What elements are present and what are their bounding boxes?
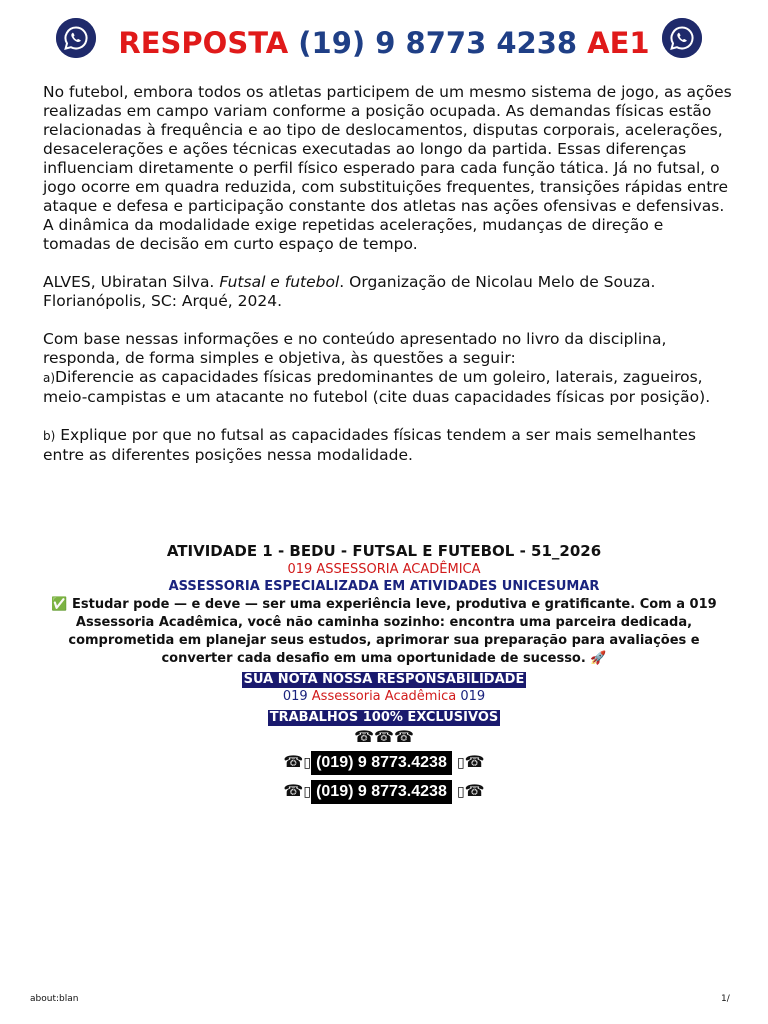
question-b-text: Explique por que no futsal as capacidades físicas tendem a ser mais semelhantes entre as diferentes posições nessa modalidade. [43,426,696,464]
citation-details: . Organização de Nicolau Melo de Souza. Florianópolis, SC: Arqué, 2024. [43,273,656,310]
citation-author: ALVES, Ubiratan Silva. [43,273,215,291]
phone-line-2 [0,777,768,806]
phone-number-2[interactable]: (019) 9 8773.4238 [311,780,452,804]
brand-line-name: Assessoria Acadêmica [311,689,457,704]
title-phone: (19) 9 8773 4238 [298,26,578,60]
box-icon: ▯ [456,784,465,800]
phone-icon: ☎ [464,752,485,771]
page-number: 1/ [721,994,730,1004]
brand-line-prefix: 019 [282,689,308,704]
question-b [43,426,733,465]
title-resposta: RESPOSTA [118,26,289,60]
question-a [43,368,733,407]
document-body [43,83,733,465]
phone-icon: ☎ [283,752,304,771]
citation-title: Futsal e futebol [219,273,340,291]
phone-icons-row: ☎☎☎ [354,727,414,746]
promo-footer [0,542,768,806]
specialized-tagline: ASSESSORIA ESPECIALIZADA EM ATIVIDADES UNICESUMAR [168,579,600,594]
question-b-letter: b) [43,429,56,443]
brand-line [0,688,768,706]
box-icon: ▯ [303,784,312,800]
box-icon: ▯ [456,755,465,771]
brand-name: 019 ASSESSORIA ACADÊMICA [287,562,481,577]
question-a-text: Diferencie as capacidades físicas predominantes de um goleiro, laterais, zagueiros, meio-campistas e um atacante no futebol (cite duas capacidades físicas por posição). [43,368,711,406]
print-url: about:blan [30,994,79,1004]
exclusive-banner: TRABALHOS 100% EXCLUSIVOS [269,710,499,725]
page-title [0,26,768,60]
phone-icon: ☎ [283,781,304,800]
citation [43,273,733,311]
brand-line-suffix: 019 [460,689,486,704]
title-ae1: AE1 [587,26,650,60]
responsibility-banner: SUA NOTA NOSSA RESPONSABILIDADE [243,672,525,687]
instructions: Com base nessas informações e no conteúdo apresentado no livro da disciplina, responda, de forma simples e objetiva, às questões a seguir: [43,330,667,367]
phone-line-1 [0,748,768,777]
question-a-letter: a) [43,371,56,385]
activity-title: ATIVIDADE 1 - BEDU - FUTSAL E FUTEBOL - 51_2026 [166,542,602,560]
pitch-text: ✅ Estudar pode — e deve — ser uma experiência leve, produtiva e gratificante. Com a 019 Assessoria Acadêmica, você não caminha sozinho: encontra uma parceira dedicada, comprometida em planejar seus estudos, aprimorar sua preparação para avaliações e converter cada desafio em uma oportunidade de sucesso. 🚀 [51,597,717,666]
phone-icon: ☎ [464,781,485,800]
whatsapp-icon[interactable] [662,18,702,58]
intro-paragraph: No futebol, embora todos os atletas participem de um mesmo sistema de jogo, as ações realizadas em campo variam conforme a posição ocupada. As demandas físicas estão relacionadas à frequência e ao tipo de deslocamentos, disputas corporais, acelerações, desacelerações e ações técnicas executadas ao longo da partida. Essas diferenças influenciam diretamente o perfil físico esperado para cada função tática. Já no futsal, o jogo ocorre em quadra reduzida, com substituições frequentes, transições rápidas entre ataque e defesa e participação constante dos atletas nas ações ofensivas e defensivas. A dinâmica da modalidade exige repetidas acelerações, mudanças de direção e tomadas de decisão em curto espaço de tempo. [43,83,732,253]
page-header [0,16,768,76]
phone-number-1[interactable]: (019) 9 8773.4238 [311,751,452,775]
box-icon: ▯ [303,755,312,771]
